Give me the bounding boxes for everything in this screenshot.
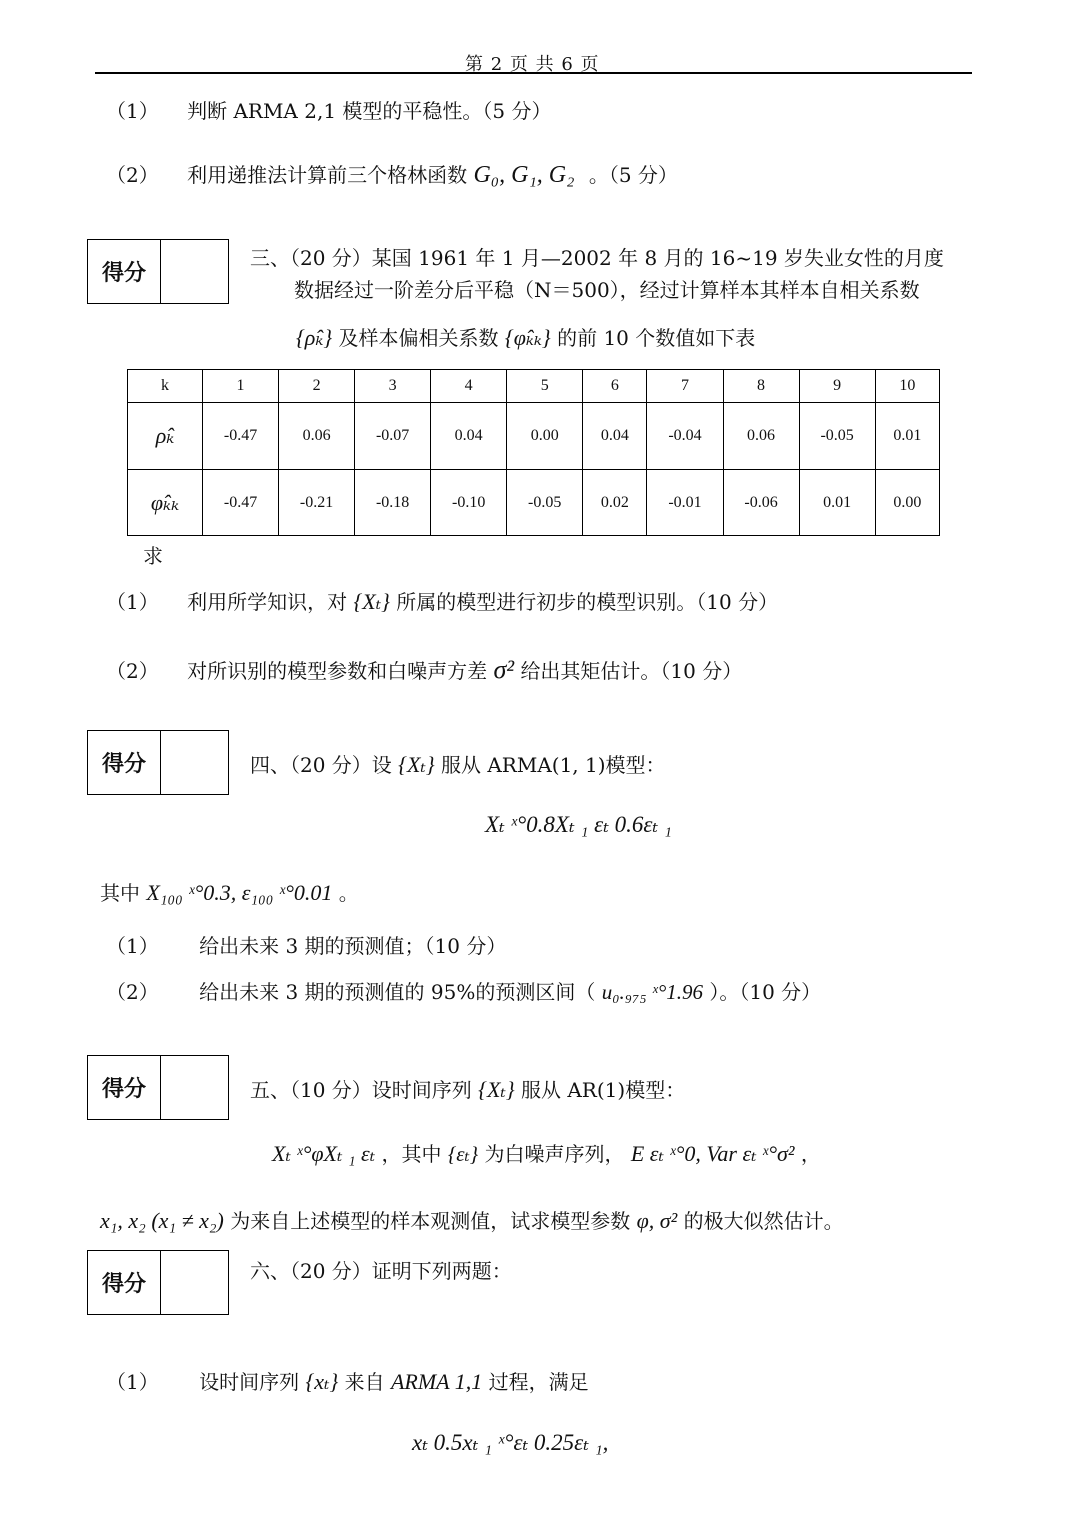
table-k-cell: 9 [799, 370, 875, 403]
q5-obs-math: x₁, x₂ (x₁ ≠ x₂) [100, 1208, 224, 1233]
table-k-cell: 3 [355, 370, 431, 403]
q4-intro-text: 四、（20 分）设 [250, 753, 392, 777]
pacf-cell: -0.47 [203, 470, 279, 536]
q4-part2-num: （2） [106, 980, 159, 1004]
pacf-cell: 0.00 [875, 470, 939, 536]
acf-cell: 0.01 [875, 403, 939, 470]
q5-model-line [272, 1138, 821, 1167]
acf-cell: 0.06 [723, 403, 799, 470]
q5-model-end: ， [800, 1142, 821, 1166]
q4-intro-math: {Xₜ} [398, 752, 435, 777]
pacf-cell: 0.02 [583, 470, 647, 536]
q3-part1-text: 利用所学知识，对 [187, 590, 348, 614]
q5-observation-line [100, 1205, 844, 1234]
q2-part2-math: G₀, G₁, G₂ [473, 162, 575, 188]
table-k-cell: 1 [203, 370, 279, 403]
pacf-cell: 0.01 [799, 470, 875, 536]
q3-intro-line2: 数据经过一阶差分后平稳（N＝500），经过计算样本其样本自相关系数 [294, 278, 920, 302]
pacf-cell: -0.01 [647, 470, 723, 536]
pacf-cell: -0.06 [723, 470, 799, 536]
pacf-cell: -0.21 [279, 470, 355, 536]
score-label: 得分 [88, 1251, 161, 1314]
table-row-acf [128, 403, 940, 470]
acf-cell: 0.00 [507, 403, 583, 470]
q6-part1-text: 设时间序列 [199, 1370, 300, 1394]
q3-qiu: 求 [143, 544, 163, 568]
score-box-q6 [87, 1250, 229, 1315]
q2-part2 [106, 159, 678, 189]
q3-part2-tail: 给出其矩估计。（10 分） [520, 659, 743, 683]
q3-line3-mid: 及样本偏相关系数 [338, 326, 499, 350]
table-k-cell: 10 [875, 370, 939, 403]
pacf-cell: -0.18 [355, 470, 431, 536]
score-box-q3 [87, 239, 229, 304]
q3-part1-math: {Xₜ} [353, 589, 390, 614]
q4-part1-num: （1） [106, 934, 159, 958]
q2-part2-tail: 。（5 分） [588, 163, 678, 187]
q6-part1-math: {xₜ} [305, 1369, 339, 1394]
q4-condition-text: 其中 [100, 881, 140, 905]
q3-line3-end: 的前 10 个数值如下表 [557, 326, 756, 350]
table-row-pacf [128, 470, 940, 536]
page-header: 第 2 页 共 6 页 [465, 54, 600, 75]
q6-intro: 六、（20 分）证明下列两题： [250, 1259, 512, 1283]
q5-noise-math: {εₜ} [447, 1142, 479, 1166]
pacf-symbol: {φ̂ₖₖ} [504, 325, 551, 350]
q5-model-mid2: 为白噪声序列， [484, 1142, 625, 1166]
score-box-q5 [87, 1055, 229, 1120]
q6-part1 [106, 1366, 589, 1395]
q4-part2-math: u₀.₉₇₅ ˣ°1.96 [601, 980, 703, 1004]
score-label: 得分 [88, 1056, 161, 1119]
q5-intro [250, 1074, 685, 1103]
table-k-cell: 6 [583, 370, 647, 403]
q5-model-formula: Xₜ ˣ°φXₜ ₁ εₜ [272, 1141, 376, 1166]
q3-intro-line1: 三、（20 分）某国 1961 年 1 月—2002 年 8 月的 16~19 岁失业女性的月度 [250, 246, 944, 270]
table-k-cell: 5 [507, 370, 583, 403]
q4-intro-tail: 服从 ARMA(1, 1)模型： [441, 753, 666, 777]
q4-condition-math: X₁₀₀ ˣ°0.3, ε₁₀₀ ˣ°0.01 [146, 880, 333, 905]
q6-part1-tail: 过程，满足 [488, 1370, 589, 1394]
acf-cell: -0.47 [203, 403, 279, 470]
q4-part1 [106, 930, 506, 959]
header-rule [95, 72, 972, 74]
table-k-cell: 7 [647, 370, 723, 403]
q2-part2-text: 利用递推法计算前三个格林函数 [187, 163, 468, 187]
q4-part2-text: 给出未来 3 期的预测值的 95%的预测区间（ [199, 980, 596, 1004]
q3-intro-line3 [296, 322, 755, 351]
q5-model-mid1: ，其中 [381, 1142, 442, 1166]
q4-model-formula: Xₜ ˣ°0.8Xₜ ₁ εₜ 0.6εₜ ₁ [485, 812, 672, 837]
q4-intro [250, 749, 666, 778]
table-header-k: k [128, 370, 203, 403]
q5-intro-math: {Xₜ} [478, 1077, 515, 1102]
q5-intro-text: 五、（10 分）设时间序列 [250, 1078, 472, 1102]
table-k-cell: 8 [723, 370, 799, 403]
q2-part1-num: （1） [106, 99, 159, 123]
q6-model-formula: xₜ 0.5xₜ ₁ ˣ°εₜ 0.25εₜ ₁, [412, 1430, 609, 1455]
q4-part2 [106, 976, 821, 1005]
score-input-q3[interactable] [161, 240, 228, 303]
q4-part1-text: 给出未来 3 期的预测值；（10 分） [199, 934, 507, 958]
pacf-cell: -0.05 [507, 470, 583, 536]
acf-cell: 0.04 [583, 403, 647, 470]
table-header-row [128, 370, 940, 403]
pacf-cell: -0.10 [431, 470, 507, 536]
score-label: 得分 [88, 240, 161, 303]
q5-param-math: φ, σ² [636, 1208, 678, 1233]
q3-part2-text: 对所识别的模型参数和白噪声方差 [187, 659, 488, 683]
score-input-q4[interactable] [161, 731, 228, 794]
score-input-q6[interactable] [161, 1251, 228, 1314]
q6-part1-num: （1） [106, 1370, 159, 1394]
q3-part1-tail: 所属的模型进行初步的模型识别。（10 分） [396, 590, 779, 614]
q6-part1-mid: 来自 [344, 1370, 385, 1394]
acf-cell: -0.07 [355, 403, 431, 470]
q4-condition [100, 877, 359, 906]
q3-part2-math: σ² [493, 655, 515, 684]
q3-part1 [106, 586, 778, 615]
score-box-q4 [87, 730, 229, 795]
q5-obs-mid: 为来自上述模型的样本观测值，试求模型参数 [230, 1209, 631, 1233]
q2-part1-text: 判断 ARMA 2,1 模型的平稳性。（5 分） [187, 99, 552, 123]
q4-condition-tail: 。 [338, 881, 359, 905]
q4-part2-tail: ）。（10 分） [709, 980, 822, 1004]
acf-symbol: {ρ̂ₖ} [296, 325, 333, 350]
table-k-cell: 4 [431, 370, 507, 403]
table-k-cell: 2 [279, 370, 355, 403]
q5-intro-tail: 服从 AR(1)模型： [521, 1078, 686, 1102]
acf-cell: -0.05 [799, 403, 875, 470]
score-label: 得分 [88, 731, 161, 794]
acf-pacf-table [127, 369, 940, 536]
q5-obs-end: 的极大似然估计。 [683, 1209, 844, 1233]
q3-part1-num: （1） [106, 590, 159, 614]
q3-part2 [106, 655, 742, 685]
acf-cell: -0.04 [647, 403, 723, 470]
acf-cell: 0.06 [279, 403, 355, 470]
acf-row-label: ρ̂ₖ [128, 403, 203, 470]
q5-moment-math: E εₜ ˣ°0, Var εₜ ˣ°σ² [630, 1141, 795, 1166]
q6-part1-math2: ARMA 1,1 [390, 1369, 483, 1394]
q2-part1 [106, 95, 551, 124]
acf-cell: 0.04 [431, 403, 507, 470]
pacf-row-label: φ̂ₖₖ [128, 470, 203, 536]
q3-part2-num: （2） [106, 659, 159, 683]
score-input-q5[interactable] [161, 1056, 228, 1119]
q2-part2-num: （2） [106, 163, 159, 187]
